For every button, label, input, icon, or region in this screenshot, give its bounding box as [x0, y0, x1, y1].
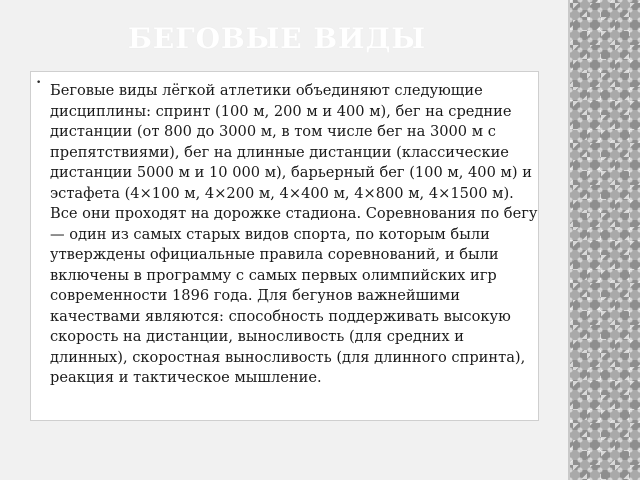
- bullet-icon: •: [36, 78, 42, 88]
- body-text: Беговые виды лёгкой атлетики объединяют следующие дисциплины: спринт (100 м, 200 м и 400 м), бег на средние дистанции (от 800 до 3000 м, в том числе бег на 3000 м с препятствиями), бег на длинные дистанции (классические дистанции 5000 м и 10 000 м), барьерный бег (100 м, 400 м) и эстафета (4×100 м, 4×200 м, 4×400 м, 4×800 м, 4×1500 м). Все они проходят на дорожке стадиона. Соревнования по бегу — один из самых старых видов спорта, по которым были утверждены официальные правила соревнований, и были включены в программу с самых первых олимпийских игр современности 1896 года. Для бегунов важнейшими качествами являются: способность поддерживать высокую скорость на дистанции, выносливость (для средних и длинных), скоростная выносливость (для длинного спринта), реакция и тактическое мышление.: [50, 82, 538, 386]
- content-box: [30, 71, 539, 421]
- decorative-pattern: [570, 0, 640, 480]
- slide-title: БЕГОВЫЕ ВИДЫ: [128, 22, 427, 55]
